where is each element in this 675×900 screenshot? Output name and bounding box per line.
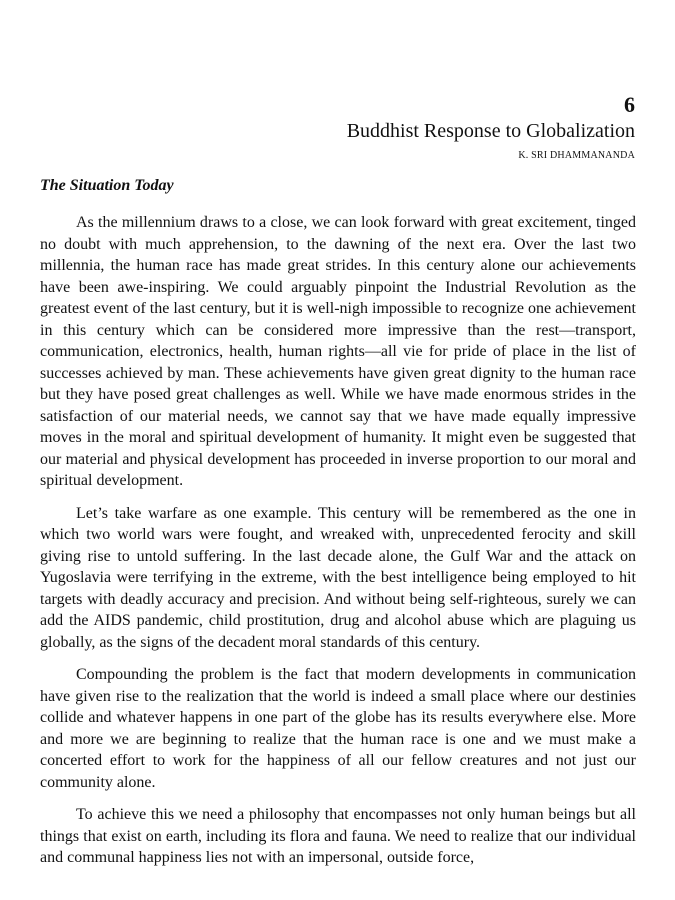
- paragraph-2: Let’s take warfare as one example. This century will be remembered as the one in which two world wars were fought, and wreaked with, unprecedented ferocity and skill giving rise to untold suffering. In the last decade alone, the Gulf War and the attack on Yugoslavia were terrifying in the extreme, with the best intelligence being employed to hit targets with deadly accuracy and precision. And without being self-righteous, surely we can add the AIDS pandemic, child prostitution, drug and alcohol abuse which are plaguing us globally, as the signs of the decadent moral standards of this century.: [40, 504, 636, 651]
- paragraph-3: Compounding the problem is the fact that modern developments in communication have given rise to the realization that the world is indeed a small place where our destinies collide and whatever happens in one part of the globe has its results everywhere else. More and more we are beginning to realize that the human race is one and we must make a concerted effort to work for the happiness of all our fellow creatures and not just our community alone.: [40, 666, 636, 791]
- chapter-author: K. SRI DHAMMANANDA: [518, 150, 635, 161]
- chapter-number: 6: [624, 92, 635, 117]
- paragraph-1: As the millennium draws to a close, we can look forward with great excitement, tinged no doubt with much apprehension, to the dawning of the next era. Over the last two millennia, the human race has made great strides. In this century alone our achievements have been awe-inspiring. We could arguably pinpoint the Industrial Revolution as the greatest event of the last century, but it is well-nigh impossible to recognize one achievement in this century which can be considered more impressive than the rest—transport, communication, electronics, health, human rights—all vie for pride of place in the list of successes achieved by man. These achievements have given great dignity to the human race but they have posed great challenges as well. While we have made enormous strides in the satisfaction of our material needs, we cannot say that we have made equally impressive moves in the moral and spiritual development of humanity. It might even be suggested that our material and physical development has proceeded in inverse proportion to our moral and spiritual development.: [40, 214, 636, 489]
- paragraph-4: To achieve this we need a philosophy that encompasses not only human beings but all things that exist on earth, including its flora and fauna. We need to realize that our individual and communal happiness lies not with an impersonal, outside force,: [40, 806, 636, 866]
- section-heading: The Situation Today: [40, 177, 174, 194]
- chapter-title: Buddhist Response to Globalization: [346, 120, 635, 142]
- body-text: [40, 212, 636, 880]
